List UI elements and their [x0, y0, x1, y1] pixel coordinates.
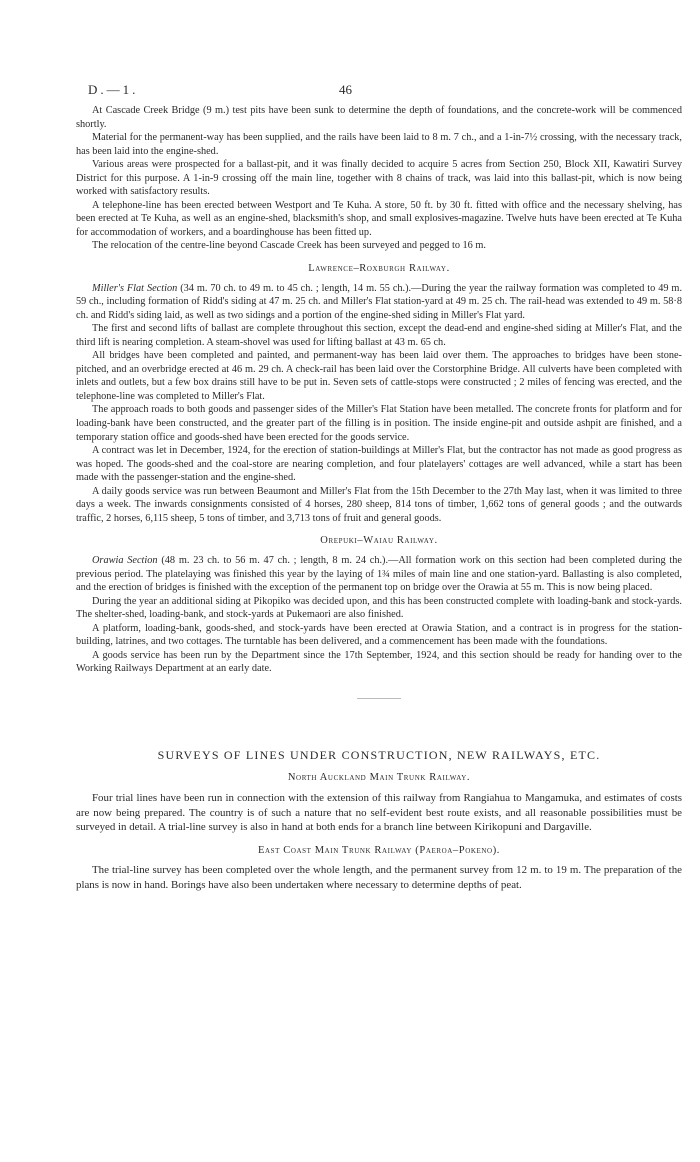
main-heading-surveys: SURVEYS OF LINES UNDER CONSTRUCTION, NEW RAILWAYS, ETC.	[157, 747, 601, 762]
paragraph: A platform, loading-bank, goods-shed, and stock-yards have been erected at Orawia Station, and a contract is in progress for the station-building, latrines, and two cottages. The turntable has been delivered, and a commencement has been made with the foundations.	[76, 622, 682, 648]
paragraph: Four trial lines have been run in connection with the extension of this railway from Rangiahua to Mangamuka, and estimates of costs are now being prepared. The country is of such a nature that no self-evident best route exists, and all reasonable possibilities must be surveyed in detail. A trial-line survey is also in hand at both ends for a branch line between Kirikopuni and Dargaville.	[76, 791, 682, 834]
paragraph	[76, 554, 682, 595]
document-code: D.—1.	[88, 82, 139, 97]
paragraph: A goods service has been run by the Department since the 17th September, 1924, and this section should be ready for handing over to the Working Railways Department at an early date.	[76, 649, 682, 675]
paragraph: A contract was let in December, 1924, for the erection of station-buildings at Miller's Flat, but the contractor has not made as good progress as was hoped. The goods-shed and the coal-store are nearing completion, and four platelayers' cottages are well advanced, while a start has been made with the passenger-station and the engine-shed.	[76, 445, 682, 484]
section-label: Orawia Section	[92, 554, 158, 566]
paragraph: A daily goods service was run between Beaumont and Miller's Flat from the 15th December to the 27th May last, when it was limited to three days a week. The inwards consignments consisted of 4 horses, 280 sheep, 814 tons of timber, 1,662 tons of general goods ; and the outwards traffic, 2 horses, 6,115 sheep, 5 tons of timber, and 3,713 tons of fruit and general goods.	[76, 485, 682, 524]
paragraph: During the year an additional siding at Pikopiko was decided upon, and this has been constructed complete with loading-bank and stock-yards. The shelter-shed, loading-bank, and stock-yards at Pukemaori are also finished.	[76, 595, 682, 621]
paragraph: The first and second lifts of ballast are complete throughout this section, except the dead-end and engine-shed siding at Miller's Flat, and the third lift is nearing completion. A steam-shovel was used for lifting ballast at 43 m. 65 ch.	[76, 323, 682, 348]
paragraph	[76, 282, 682, 323]
paragraph: At Cascade Creek Bridge (9 m.) test pits have been sunk to determine the depth of foundations, and the concrete-work will be commenced shortly.	[76, 105, 682, 130]
paragraph: The approach roads to both goods and passenger sides of the Miller's Flat Station have been metalled. The concrete fronts for platform and for loading-bank have been constructed, and the greater part of the filling is in position. The inside engine-pit and outside ashpit are finished, and a temporary station office and goods-shed have been erected for the goods service.	[76, 404, 682, 443]
page-body	[76, 104, 682, 892]
paragraph: The trial-line survey has been completed over the whole length, and the permanent survey from 12 m. to 19 m. The preparation of the plans is now in hand. Borings have also been undertaken where necessary to determine depths of peat.	[76, 864, 682, 891]
section-heading-north-auckland: North Auckland Main Trunk Railway.	[287, 772, 471, 784]
paragraph-text: (34 m. 70 ch. to 49 m. to 45 ch. ; length, 14 m. 55 ch.).—During the year the railway formation was completed to 49 m. 59 ch., including formation of Ridd's siding at 47 m. 25 ch. and Miller's Flat station-yard at 49 m. 25 ch. The rail-head was extended to 49 m. 58·8 ch. and Ridd's siding laid, as well as two sidings and a portion of the engine-shed siding in Miller's Flat yard.	[76, 282, 683, 321]
paragraph: The relocation of the centre-line beyond Cascade Creek has been surveyed and pegged to 16 m.	[92, 240, 486, 252]
paragraph: A telephone-line has been erected between Westport and Te Kuha. A store, 50 ft. by 30 ft. fitted with office and the necessary shelving, has been erected at Te Kuha, as well as an engine-shed, blacksmith's shop, and small explosives-magazine. Twelve huts have been erected at Te Kuha for accommodation of workers, and a boardinghouse has been fitted up.	[76, 199, 682, 238]
section-heading-lawrence-roxburgh: Lawrence–Roxburgh Railway.	[308, 263, 450, 275]
paragraph: Various areas were prospected for a ballast-pit, and it was finally decided to acquire 5 acres from Section 250, Block XII, Kawatiri Survey District for this purpose. A 1-in-9 crossing off the main line, together with 8 chains of track, was laid into this ballast-pit, which is now being worked with satisfactory results.	[76, 159, 682, 198]
paragraph: Material for the permanent-way has been supplied, and the rails have been laid to 8 m. 7 ch., and a 1-in-7½ crossing, with the necessary track, has been laid into the engine-shed.	[76, 132, 682, 157]
section-heading-orepuki-waiau: Orepuki–Waiau Railway.	[320, 535, 438, 547]
paragraph: All bridges have been completed and painted, and permanent-way has been laid over them. The approaches to bridges have been stone-pitched, and an overbridge erected at 46 m. 29 ch. A check-rail has been laid over the Corstorphine Bridge. All culverts have been completed with inlets and outlets, but a few box drains still have to be put in. Seven sets of cattle-stops were constructed ; 2 miles of fencing was erected, and the telephone-line was completed to Miller's Flat.	[76, 350, 682, 402]
section-label: Miller's Flat Section	[92, 282, 178, 294]
section-divider	[357, 698, 401, 699]
section-heading-east-coast: East Coast Main Trunk Railway (Paeroa–Pokeno).	[257, 844, 501, 856]
paragraph-text: (48 m. 23 ch. to 56 m. 47 ch. ; length, 8 m. 24 ch.).—All formation work on this section had been completed during the previous period. The platelaying was finished this year by the laying of 1¾ miles of main line and one station-yard. Ballasting is also completed, and the erection of bridges is finished with the exception of the permanent top on bridge over the Orawia at 55 m. This is now being placed.	[76, 554, 682, 594]
page-number: 46	[339, 82, 352, 97]
